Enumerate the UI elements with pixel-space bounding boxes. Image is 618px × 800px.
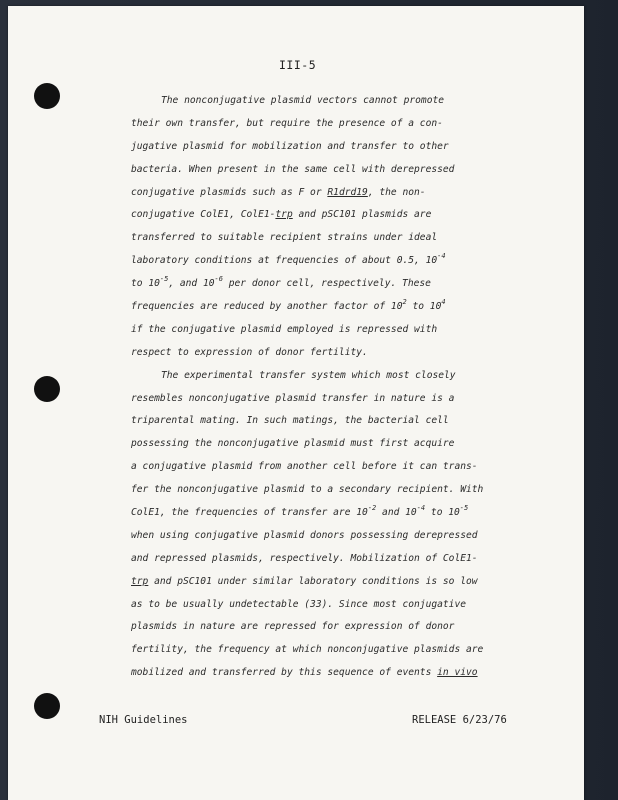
text-line: triparental mating. In such matings, the bacterial cell [131,415,449,427]
text-line: resembles nonconjugative plasmid transfer in nature is a [131,392,455,404]
text-line: respect to expression of donor fertility. [131,346,368,358]
text-line: fertility, the frequency at which nonconjugative plasmids are [131,644,484,656]
text-line: conjugative plasmids such as F or R1drd19, the non- [131,186,426,198]
text-line: The experimental transfer system which most closely [161,369,456,381]
text-line: as to be usually undetectable (33). Since most conjugative [131,598,467,610]
text-line: plasmids in nature are repressed for expression of donor [131,621,455,633]
text-line: transferred to suitable recipient strains under ideal [131,232,438,244]
text-line: mobilized and transferred by this sequence of events in vivo [131,667,478,679]
punch-hole-middle [34,376,60,402]
text-line: The nonconjugative plasmid vectors cannot promote [161,95,445,106]
text-line: a conjugative plasmid from another cell before it can trans- [131,461,478,473]
punch-hole-top [34,83,60,109]
text-line: fer the nonconjugative plasmid to a secondary recipient. With [131,484,484,496]
punch-hole-bottom [34,693,60,719]
text-line: if the conjugative plasmid employed is repressed with [131,323,438,335]
text-line: to $10^{-5}$, and $10^{-6}$ per donor cell, respectively. These [131,275,431,290]
text-line: bacteria. When present in the same cell with derepressed [131,163,455,175]
page-number: III-5 [279,58,317,72]
text-line: their own transfer, but require the presence of a con- [131,117,443,129]
text-line: ColE1, the frequencies of transfer are $10^{-2}$ and $10^{-4}$ to $10^{-5}$ [131,504,469,519]
text-line: and repressed plasmids, respectively. Mobilization of ColE1- [131,552,478,564]
body-text [131,90,491,685]
footer-source: NIH Guidelines [99,714,188,726]
text-line: possessing the nonconjugative plasmid must first acquire [131,438,455,450]
text-line: conjugative ColE1, ColE1-trp and pSC101 plasmids are [131,209,432,221]
text-line: when using conjugative plasmid donors possessing derepressed [131,529,478,541]
footer-release-date: RELEASE 6/23/76 [412,714,507,726]
text-line: laboratory conditions at frequencies of about 0.5, $10^{-4}$ [131,252,446,267]
text-line: frequencies are reduced by another factor of $10^2$ to $10^4$ [131,298,446,313]
text-line: jugative plasmid for mobilization and transfer to other [131,140,449,152]
text-line: trp and pSC101 under similar laboratory conditions is so low [131,575,478,587]
